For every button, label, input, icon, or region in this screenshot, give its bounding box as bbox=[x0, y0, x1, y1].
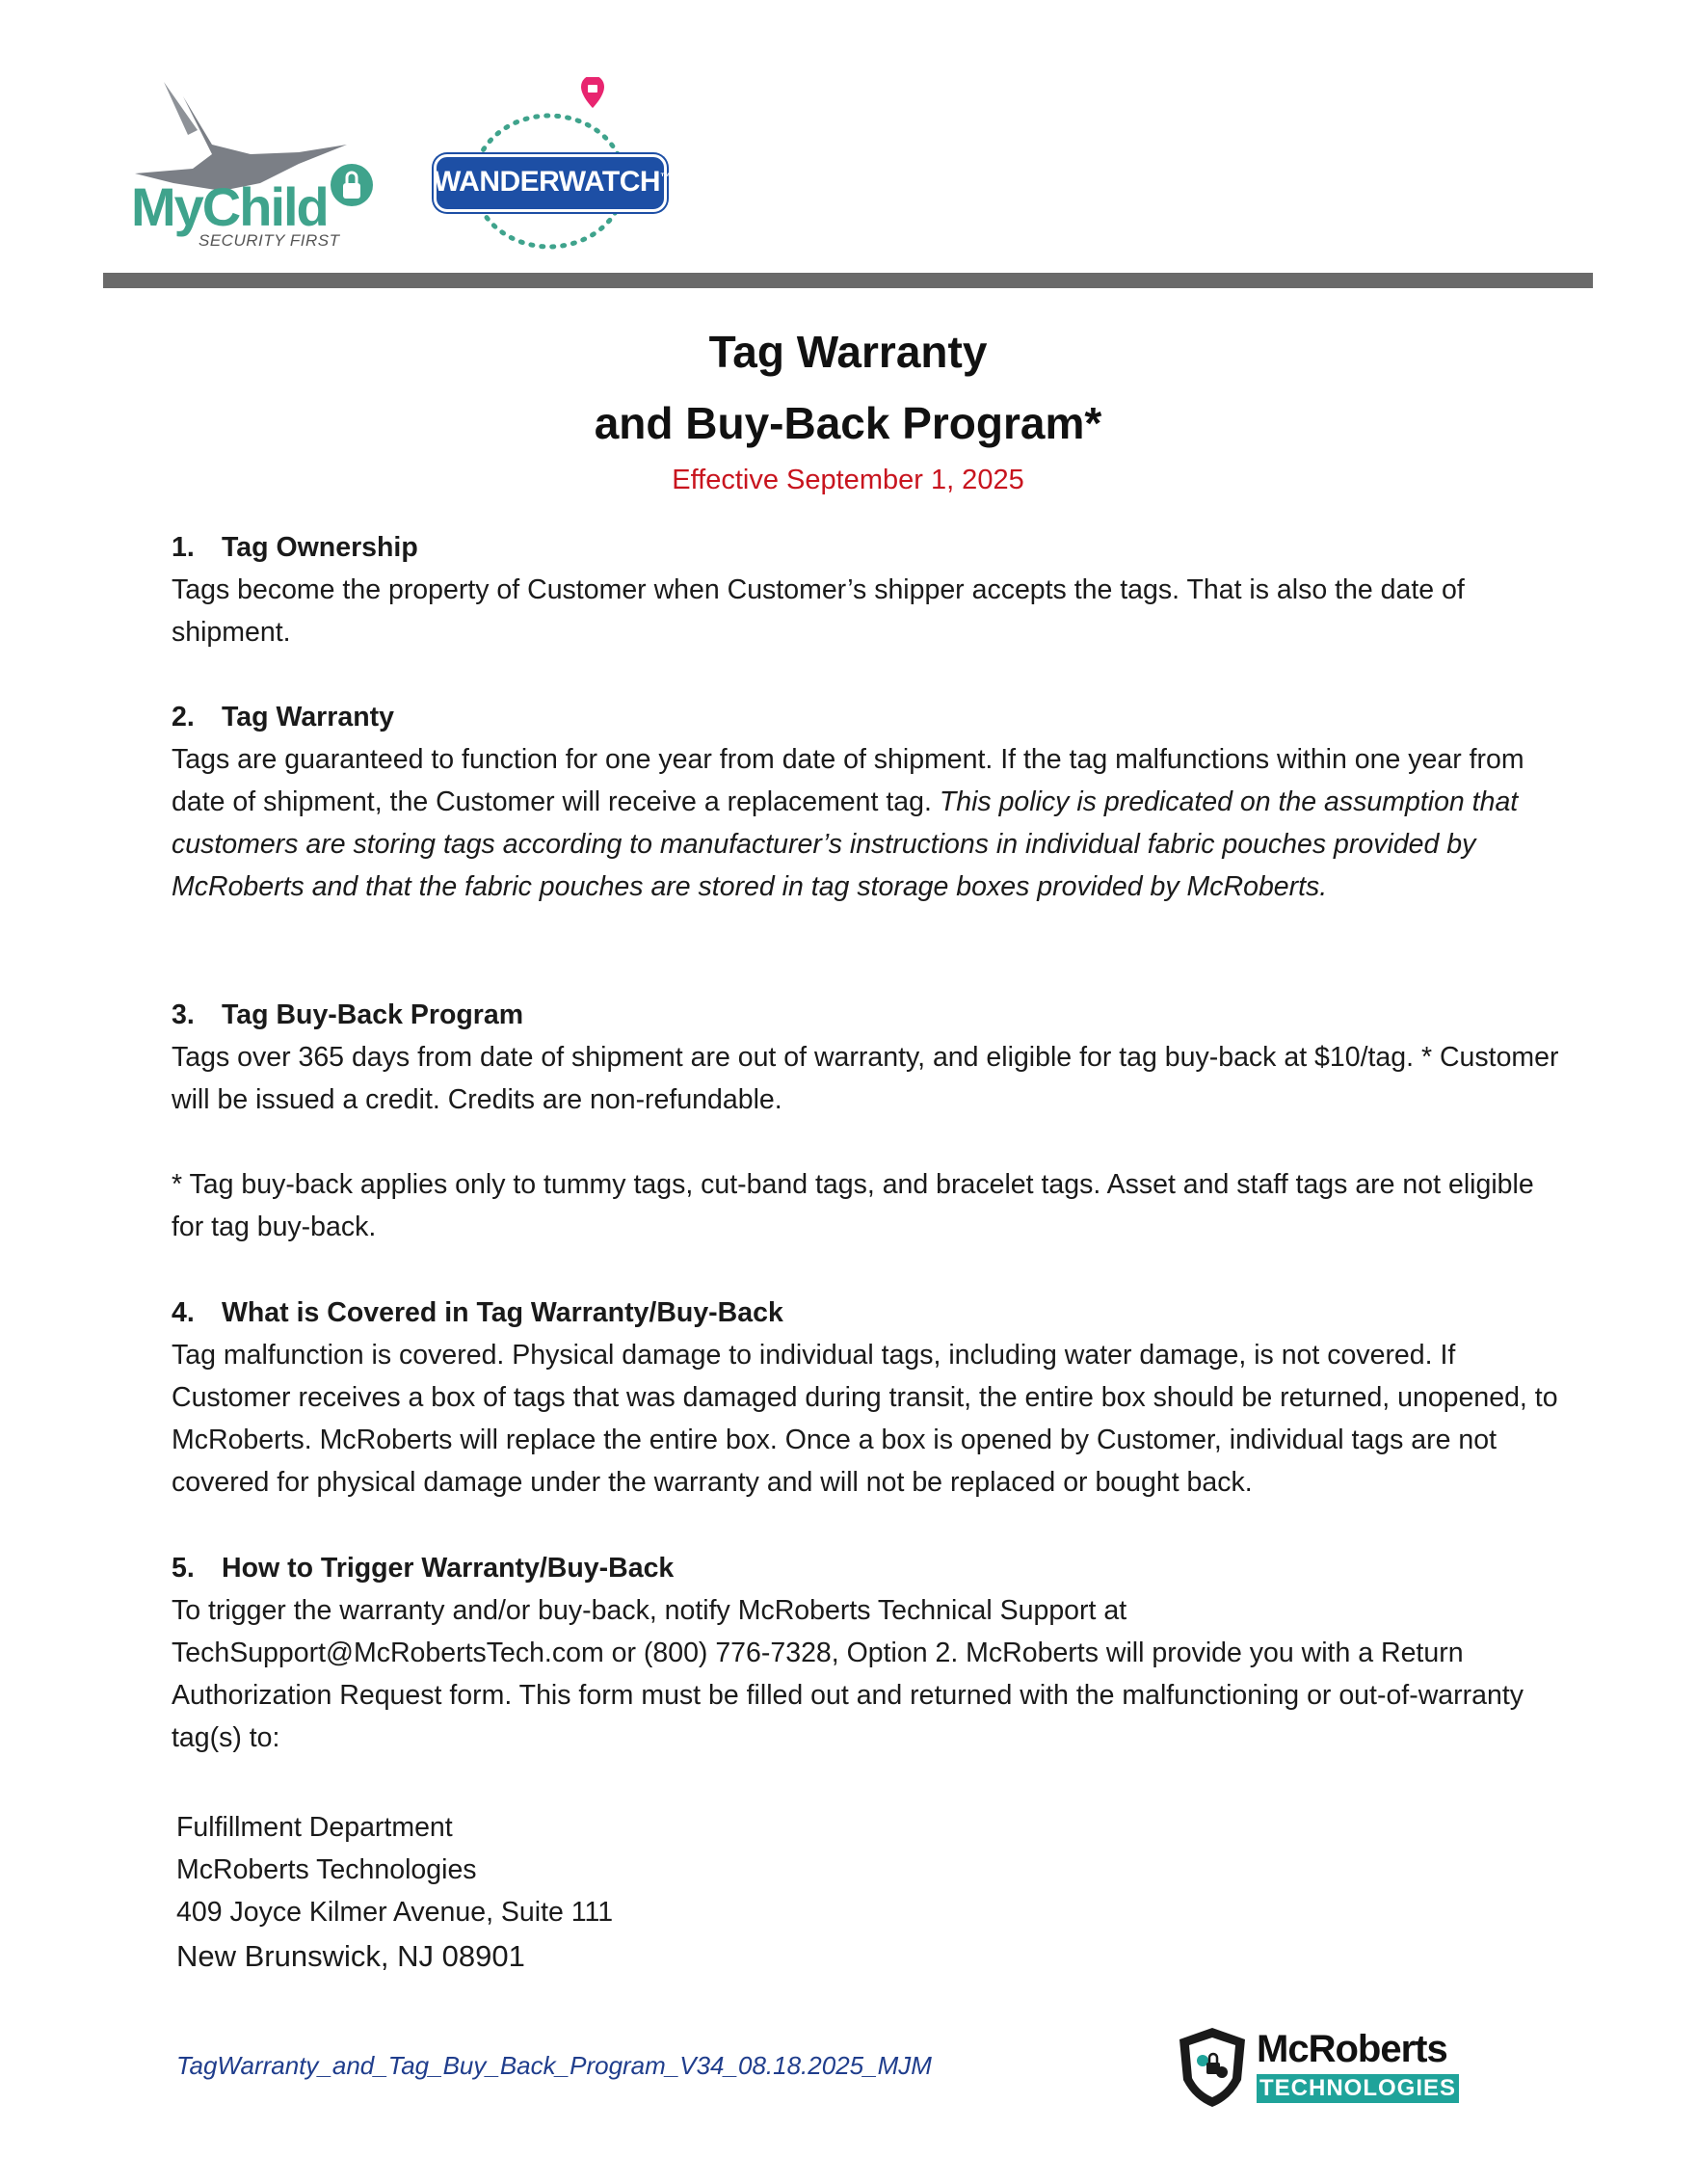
section-heading: 1. Tag Ownership bbox=[172, 532, 418, 563]
address-line: New Brunswick, NJ 08901 bbox=[176, 1939, 525, 1973]
address-line: 409 Joyce Kilmer Avenue, Suite 111 bbox=[176, 1897, 614, 1928]
section-coverage bbox=[172, 1292, 1559, 1504]
header-logos bbox=[106, 77, 703, 260]
mcroberts-logo bbox=[1174, 2024, 1463, 2111]
section-tag-ownership bbox=[172, 526, 1559, 653]
mcroberts-wordmark: McRoberts bbox=[1257, 2028, 1447, 2070]
mailing-address bbox=[176, 1806, 613, 1980]
effective-date: Effective September 1, 2025 bbox=[672, 465, 1024, 495]
page-title-line2: and Buy-Back Program* bbox=[594, 398, 1102, 448]
section-trigger bbox=[172, 1547, 1559, 1759]
section-heading: 4. What is Covered in Tag Warranty/Buy-Back bbox=[172, 1297, 783, 1328]
mychild-logo bbox=[106, 77, 395, 260]
wanderwatch-logo bbox=[434, 77, 671, 260]
section-body: Tag malfunction is covered. Physical damage to individual tags, including water damage, is not covered. If Customer receives a box of tags that was damaged during transit, the entire box should be returned, unopened, to McRoberts. McRoberts will replace the entire box. Once a box is opened by Customer, individual tags are not covered for physical damage under the warranty and will not be replaced or bought back. bbox=[172, 1340, 1558, 1498]
warranty-policy-note: This policy is predicated on the assumption that customers are storing tags according to manufacturer’s instructions in individual fabric pouches provided by McRoberts and that the fabric pouches are stored in tag storage boxes provided by McRoberts. bbox=[172, 786, 1519, 902]
page-title-line1: Tag Warranty bbox=[708, 327, 988, 377]
section-body: Tags over 365 days from date of shipment are out of warranty, and eligible for tag buy-back at $10/tag. * Customer will be issued a credit. Credits are non-refundable. bbox=[172, 1042, 1559, 1115]
section-heading: 2. Tag Warranty bbox=[172, 702, 394, 732]
address-line: McRoberts Technologies bbox=[176, 1854, 477, 1885]
address-line: Fulfillment Department bbox=[176, 1812, 453, 1843]
document-filename: TagWarranty_and_Tag_Buy_Back_Program_V34_08.18.2025_MJM bbox=[176, 2051, 932, 2080]
section-tag-warranty bbox=[172, 696, 1559, 908]
section-body: Tags become the property of Customer when Customer’s shipper accepts the tags. That is also the date of shipment. bbox=[172, 574, 1465, 648]
mcroberts-sub-wordmark: TECHNOLOGIES bbox=[1257, 2074, 1459, 2103]
header-divider bbox=[103, 273, 1593, 288]
section-buy-back bbox=[172, 994, 1559, 1248]
section-body: To trigger the warranty and/or buy-back, notify McRoberts Technical Support at TechSupport@McRobertsTech.com or (800) 776-7328, Option 2. McRoberts will provide you with a Return Authorization Request form. This form must be filled out and returned with the malfunctioning or out-of-warranty tag(s) to: bbox=[172, 1595, 1524, 1753]
buy-back-footnote: * Tag buy-back applies only to tummy tags, cut-band tags, and bracelet tags. Asset and staff tags are not eligible for tag buy-back. bbox=[172, 1169, 1534, 1242]
section-heading: 3. Tag Buy-Back Program bbox=[172, 999, 524, 1030]
section-body: Tags are guaranteed to function for one year from date of shipment. If the tag malfunctions within one year from date of shipment, the Customer will receive a replacement tag. This policy is predicated on the assumption that customers are storing tags according to manufacturer’s instructions in individual fabric pouches provided by McRoberts and that the fabric pouches are stored in tag storage boxes provided by McRoberts. bbox=[172, 744, 1524, 902]
mychild-tagline: SECURITY FIRST bbox=[199, 231, 340, 250]
mychild-wordmark: MyChild bbox=[131, 176, 328, 237]
shield-icon bbox=[1174, 2024, 1251, 2111]
section-heading: 5. How to Trigger Warranty/Buy-Back bbox=[172, 1553, 675, 1584]
wanderwatch-wordmark: WANDERWATCH™ bbox=[434, 166, 671, 198]
